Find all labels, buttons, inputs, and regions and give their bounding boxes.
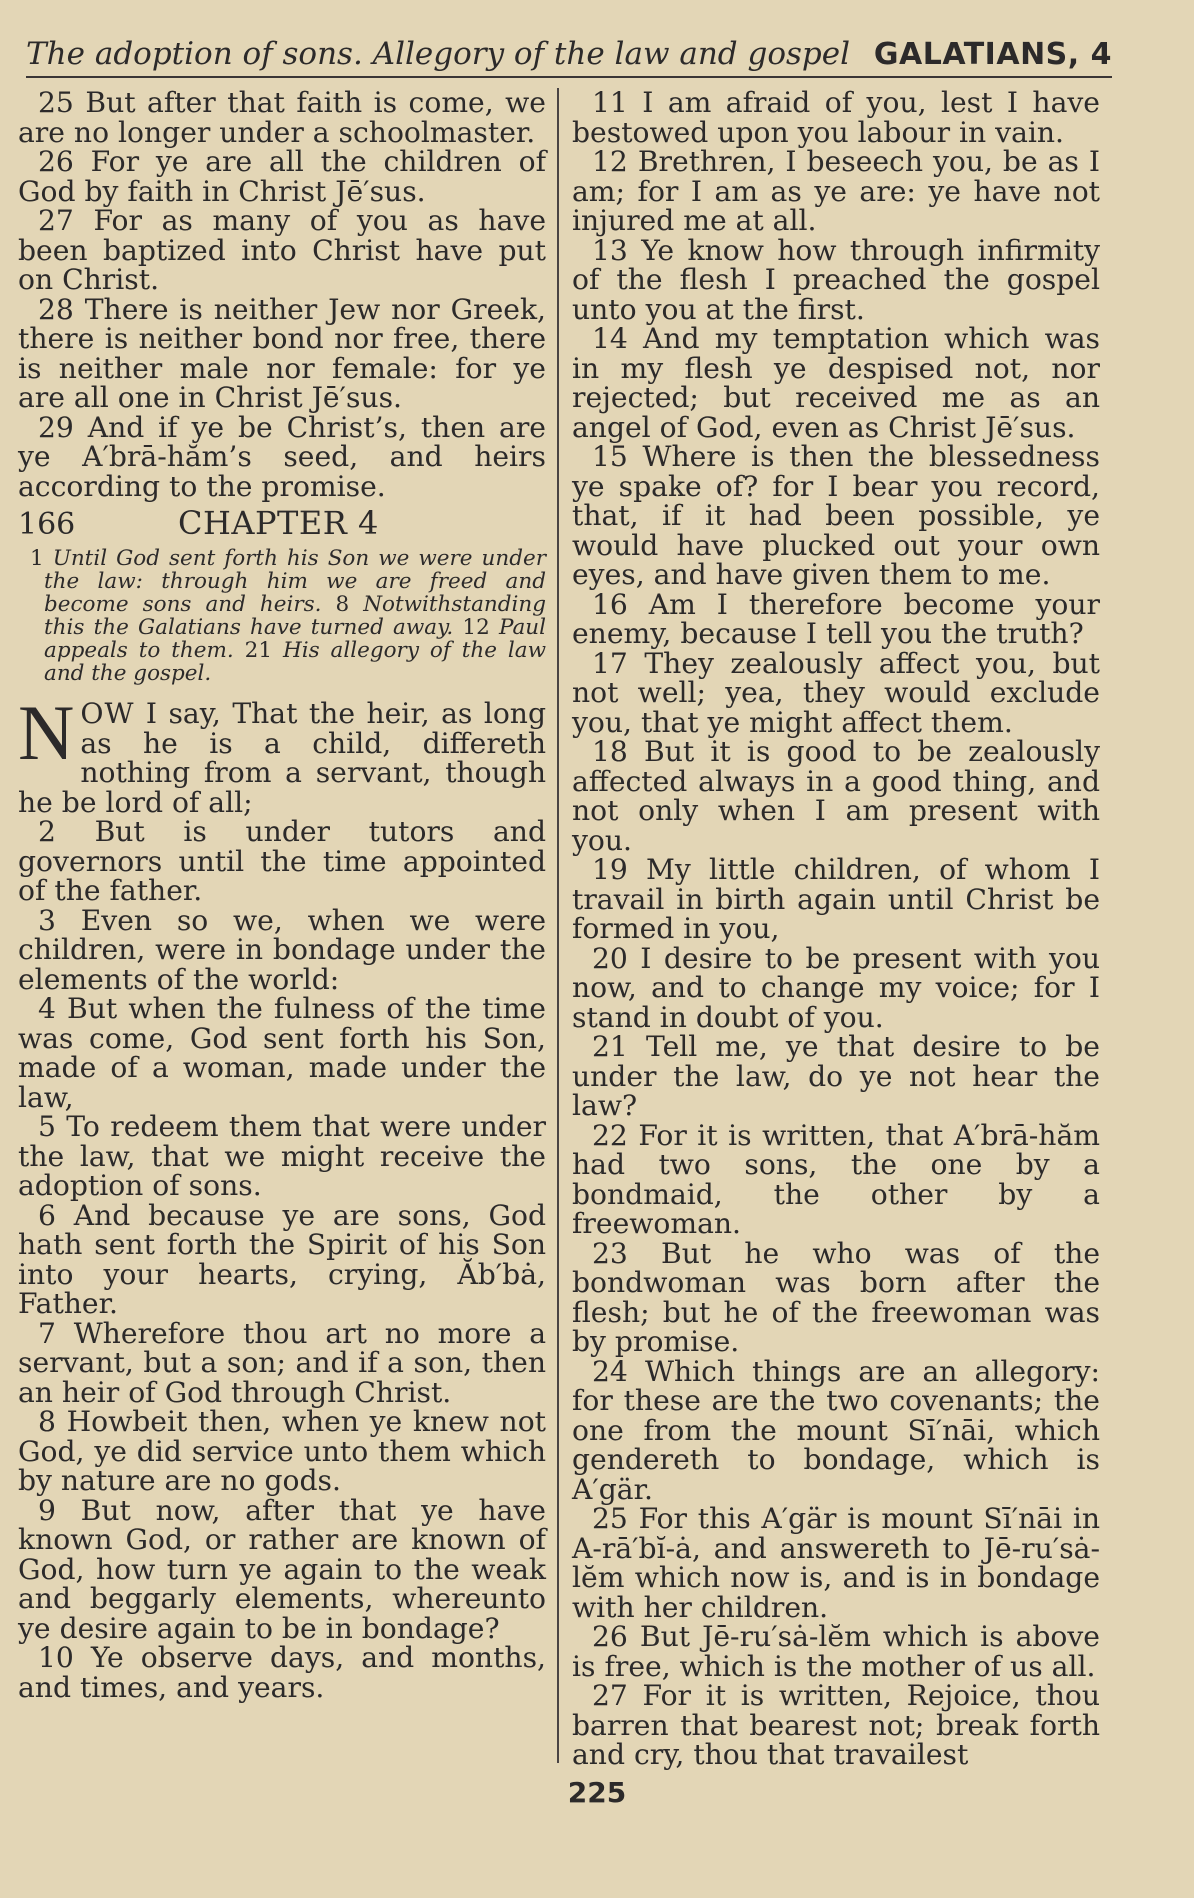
verse-4-1 [18,689,546,819]
column-divider [557,88,559,1763]
verse-4-1-smallcaps: OW [80,697,135,730]
chapter-summary [18,547,546,685]
verse-3-27: 27 For as many of you as have been baptized into Christ have put on Christ. [18,204,546,296]
verse-4-15: 15 Where is then the blessedness ye spake of? for I bear you record, that, if it had been possible, ye would have plucked out your own eyes, and have given them to me. [572,440,1100,591]
verse-4-9: 9 But now, after that ye have known God, or rather are known of God, how turn ye again to the weak and beggarly elements, whereunto ye desire again to be in bondage? [18,1493,546,1645]
verse-4-13: 13 Ye know how through infirmity of the flesh I preached the gospel unto you at the first. [572,233,1100,326]
summary-number: 8 [335,592,350,617]
summary-text: His allegory of the law and the gospel. [44,638,546,686]
verse-3-29: 29 And if ye be Christ’s, then are ye A′brā-hăm’s seed, and heirs according to the promise. [18,410,546,503]
verse-4-3: 3 Even so we, when we were children, were in bondage under the elements of the world: [18,903,546,996]
left-column [18,88,546,1702]
verse-4-19: 19 My little children, of whom I travail in birth again until Christ be formed in you, [572,853,1100,945]
verse-3-26: 26 For ye are all the children of God by faith in Christ Jē′sus. [18,145,546,208]
verse-4-12: 12 Brethren, I beseech you, be as I am; for I am as ye are: ye have not injured me at all. [572,145,1100,237]
drop-cap: N [18,689,75,776]
running-header [26,28,1112,78]
right-column [572,88,1100,1770]
header-topic: The adoption of sons. Allegory of the law and gospel [26,36,850,72]
verse-4-8: 8 Howbeit then, when ye knew not God, ye did service unto them which by nature are no gods. [18,1405,546,1497]
summary-number: 12 [462,615,490,640]
summary-text: Notwithstanding this the Galatians have turned away. [44,592,546,640]
verse-4-27: 27 For it is written, Rejoice, thou barren that bearest not; break forth and cry, thou that travailest [572,1679,1100,1771]
verse-4-5: 5 To redeem them that were under the law, that we might receive the adoption of sons. [18,1110,546,1202]
verse-4-7: 7 Wherefore thou art no more a servant, but a son; and if a son, then an heir of God through Christ. [18,1316,546,1409]
verse-4-17: 17 They zealously affect you, but not well; yea, they would exclude you, that ye might affect them. [572,646,1100,739]
verse-4-20: 20 I desire to be present with you now, and to change my voice; for I stand in doubt of you. [572,941,1100,1034]
verse-4-4: 4 But when the fulness of the time was come, God sent forth his Son, made of a woman, made under the law, [18,992,546,1114]
verse-3-25: 25 But after that faith is come, we are no longer under a schoolmaster. [18,86,546,149]
header-book-chapter: GALATIANS, 4 [873,37,1112,72]
chapter-heading [18,505,546,543]
verse-4-14: 14 And my temptation which was in my flesh ye despised not, nor rejected; but received me as an angel of God, even as Christ Jē′sus. [572,322,1100,444]
verse-4-25: 25 For this A′gär is mount Sī′nāi in A-rā′bĭ-ȧ, and answereth to Jē-ru′sȧ-lĕm which now is, and is in bondage with her children. [572,1502,1100,1624]
page-number: 225 [567,1776,627,1809]
verse-4-18: 18 But it is good to be zealously affected always in a good thing, and not only when I am present with you. [572,735,1100,857]
verse-4-11: 11 I am afraid of you, lest I have bestowed upon you labour in vain. [572,86,1100,149]
verse-3-28: 28 There is neither Jew nor Greek, there is neither bond nor free, there is neither male nor female: for ye are all one in Christ Jē′sus. [18,292,546,414]
verse-4-22: 22 For it is written, that A′brā-hăm had two sons, the one by a bondmaid, the other by a freewoman. [572,1118,1100,1240]
verse-4-24: 24 Which things are an allegory: for these are the two covenants; the one from the mount Sī′nāi, which gendereth to bondage, which is A′gär. [572,1354,1100,1506]
verse-4-6: 6 And because ye are sons, God hath sent forth the Spirit of his Son into your hearts, crying, Ăb′bȧ, Father. [18,1198,546,1320]
summary-number: 21 [244,638,272,663]
summary-text: Paul appeals to them. [44,615,546,663]
verse-4-10: 10 Ye observe days, and months, and times, and years. [18,1641,546,1704]
chapter-reference-number: 166 [18,507,76,542]
verse-4-23: 23 But he who was of the bondwoman was born after the flesh; but he of the freewoman was by promise. [572,1236,1100,1358]
summary-number: 1 [30,546,44,571]
summary-text: Until God sent forth his Son we were under the law: through him we are freed and become sons and heirs. [44,546,546,617]
verse-4-26: 26 But Jē-ru′sȧ-lĕm which is above is free, which is the mother of us all. [572,1620,1100,1683]
verse-4-1-text: I say, That the heir, as long as he is a child, differeth nothing from a servant, though he be lord of all; [18,697,546,819]
chapter-title: CHAPTER 4 [178,504,379,542]
verse-4-21: 21 Tell me, ye that desire to be under the law, do ye not hear the law? [572,1030,1100,1122]
verse-4-2: 2 But is under tutors and governors until the time appointed of the father. [18,815,546,907]
verse-4-16: 16 Am I therefore become your enemy, because I tell you the truth? [572,587,1100,650]
